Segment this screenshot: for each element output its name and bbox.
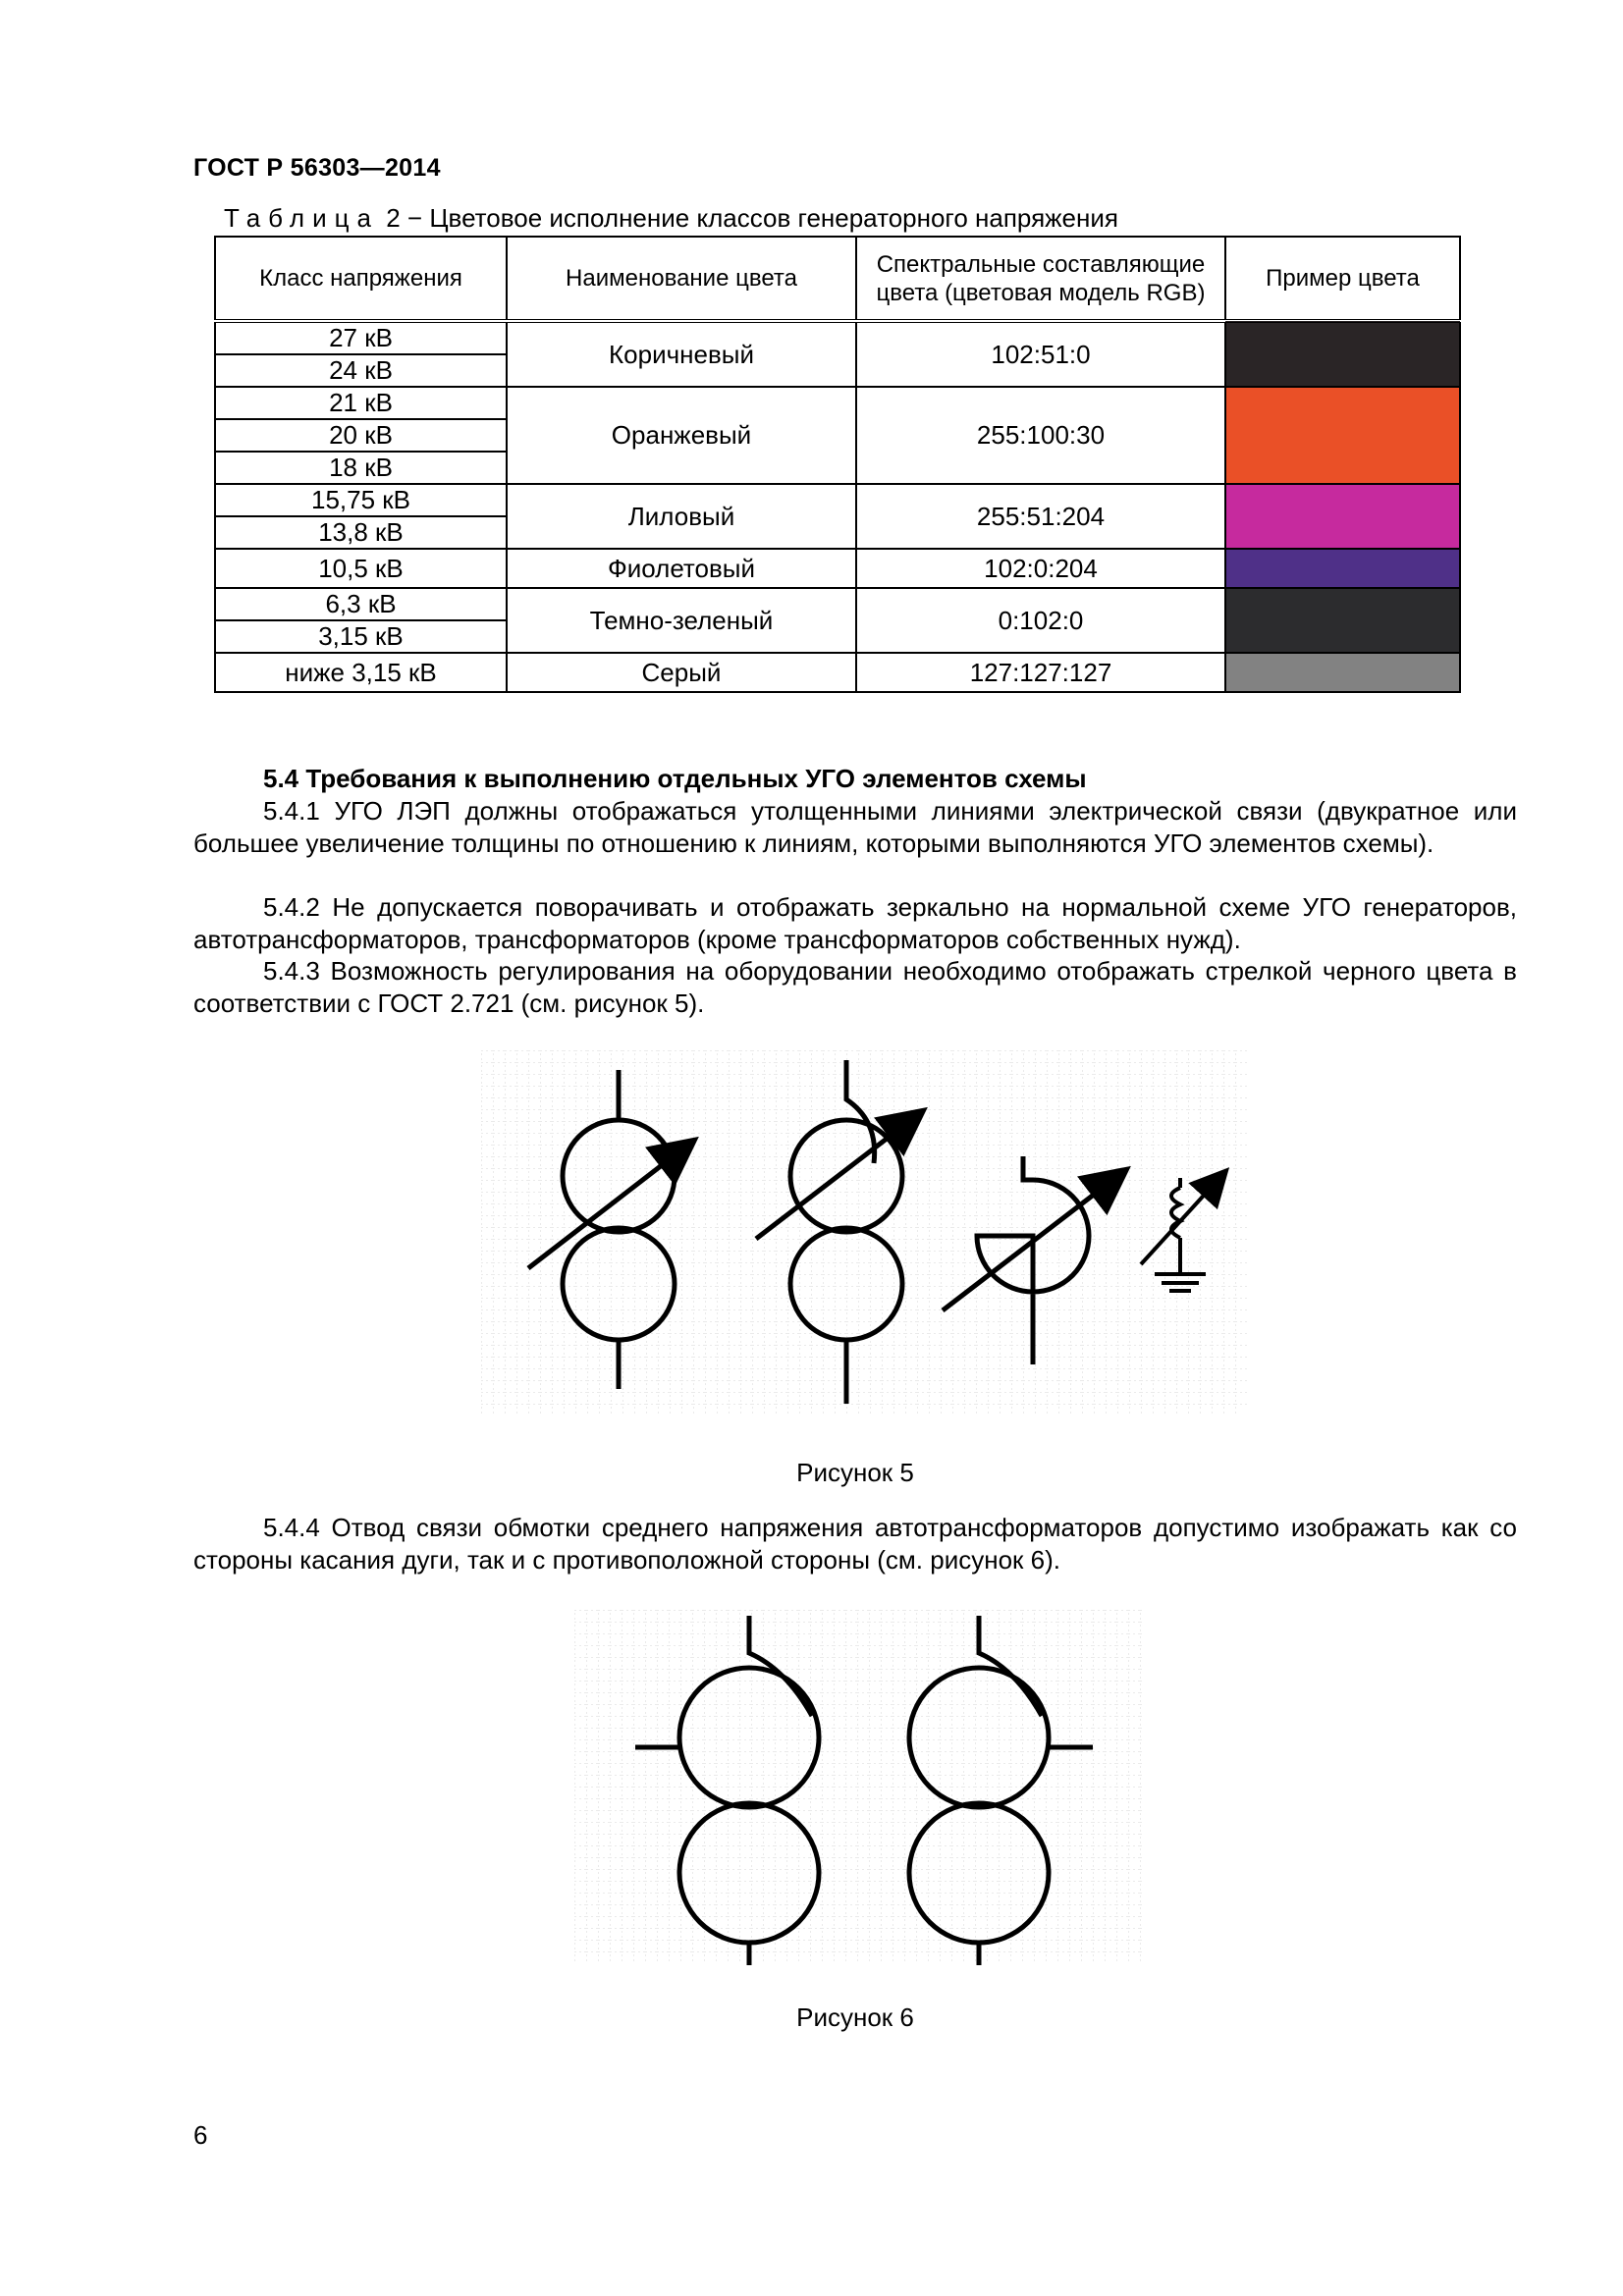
table-row xyxy=(215,484,1460,516)
figure-6-caption: Рисунок 6 xyxy=(796,2002,914,2032)
document-header: ГОСТ Р 56303—2014 xyxy=(193,154,441,182)
voltage-class-cell: 21 кВ xyxy=(215,387,507,419)
paragraph-5-4-1 xyxy=(193,795,1517,860)
table-row xyxy=(215,321,1460,354)
rgb-cell: 102:51:0 xyxy=(856,321,1225,387)
column-header: Пример цвета xyxy=(1225,237,1460,321)
column-header: Наименование цвета xyxy=(507,237,856,321)
voltage-class-cell: 18 кВ xyxy=(215,452,507,484)
table-row xyxy=(215,549,1460,588)
figure-6-diagram xyxy=(574,1610,1144,1973)
column-header: Класс напряжения xyxy=(215,237,507,321)
grid-background xyxy=(574,1610,1144,1963)
page-number: 6 xyxy=(193,2120,208,2150)
table-caption xyxy=(224,203,1118,234)
paragraph-5-4-3 xyxy=(193,955,1517,1020)
paragraph-text: 5.4.4 Отвод связи обмотки среднего напряжения автотрансформаторов допустимо изображать как со стороны касания дуги, так и с противоположной стороны (см. рисунок 6). xyxy=(193,1513,1517,1575)
table-row xyxy=(215,653,1460,692)
voltage-class-cell: 10,5 кВ xyxy=(215,549,507,588)
table-caption-prefix: Таблица xyxy=(224,203,379,233)
paragraph-5-4-4 xyxy=(193,1512,1517,1576)
rgb-cell: 255:100:30 xyxy=(856,387,1225,484)
paragraph-text: 5.4.2 Не допускается поворачивать и отображать зеркально на нормальной схеме УГО генераторов, автотрансформаторов, трансформаторов (кроме трансформаторов собственных нужд). xyxy=(193,892,1517,954)
color-name-cell: Оранжевый xyxy=(507,387,856,484)
color-name-cell: Коричневый xyxy=(507,321,856,387)
color-swatch-cell xyxy=(1225,484,1460,549)
rgb-cell: 127:127:127 xyxy=(856,653,1225,692)
paragraph-text: 5.4.1 УГО ЛЭП должны отображаться утолщенными линиями электрической связи (двукратное или большее увеличение толщины по отношению к линиям, которыми выполняются УГО элементов схемы). xyxy=(193,796,1517,858)
figure-5-diagram xyxy=(481,1050,1247,1423)
table-header-row xyxy=(215,237,1460,321)
table-row xyxy=(215,588,1460,620)
table-caption-number: 2 xyxy=(386,203,401,233)
voltage-class-cell: ниже 3,15 кВ xyxy=(215,653,507,692)
column-header: Спектральные составляющие цвета (цветовая модель RGB) xyxy=(856,237,1225,321)
paragraph-text: 5.4.3 Возможность регулирования на оборудовании необходимо отображать стрелкой черного цвета в соответствии с ГОСТ 2.721 (см. рисунок 5). xyxy=(193,956,1517,1018)
table-caption-text: Цветовое исполнение классов генераторного напряжения xyxy=(429,203,1118,233)
color-swatch-cell xyxy=(1225,387,1460,484)
paragraph-5-4-2 xyxy=(193,891,1517,956)
color-swatch-cell xyxy=(1225,588,1460,653)
voltage-class-cell: 13,8 кВ xyxy=(215,516,507,549)
voltage-class-cell: 3,15 кВ xyxy=(215,620,507,653)
figure-5-caption: Рисунок 5 xyxy=(796,1458,914,1487)
voltage-class-cell: 27 кВ xyxy=(215,321,507,354)
color-swatch-cell xyxy=(1225,321,1460,387)
voltage-class-cell: 20 кВ xyxy=(215,419,507,452)
color-name-cell: Серый xyxy=(507,653,856,692)
voltage-color-table xyxy=(214,236,1461,693)
color-name-cell: Темно-зеленый xyxy=(507,588,856,653)
section-title: 5.4 Требования к выполнению отдельных УГО элементов схемы xyxy=(263,764,1087,793)
table-row xyxy=(215,387,1460,419)
voltage-class-cell: 24 кВ xyxy=(215,354,507,387)
rgb-cell: 255:51:204 xyxy=(856,484,1225,549)
voltage-class-cell: 15,75 кВ xyxy=(215,484,507,516)
color-swatch-cell xyxy=(1225,653,1460,692)
color-name-cell: Фиолетовый xyxy=(507,549,856,588)
table-caption-dash: − xyxy=(406,203,423,233)
rgb-cell: 102:0:204 xyxy=(856,549,1225,588)
rgb-cell: 0:102:0 xyxy=(856,588,1225,653)
voltage-class-cell: 6,3 кВ xyxy=(215,588,507,620)
color-swatch-cell xyxy=(1225,549,1460,588)
color-name-cell: Лиловый xyxy=(507,484,856,549)
